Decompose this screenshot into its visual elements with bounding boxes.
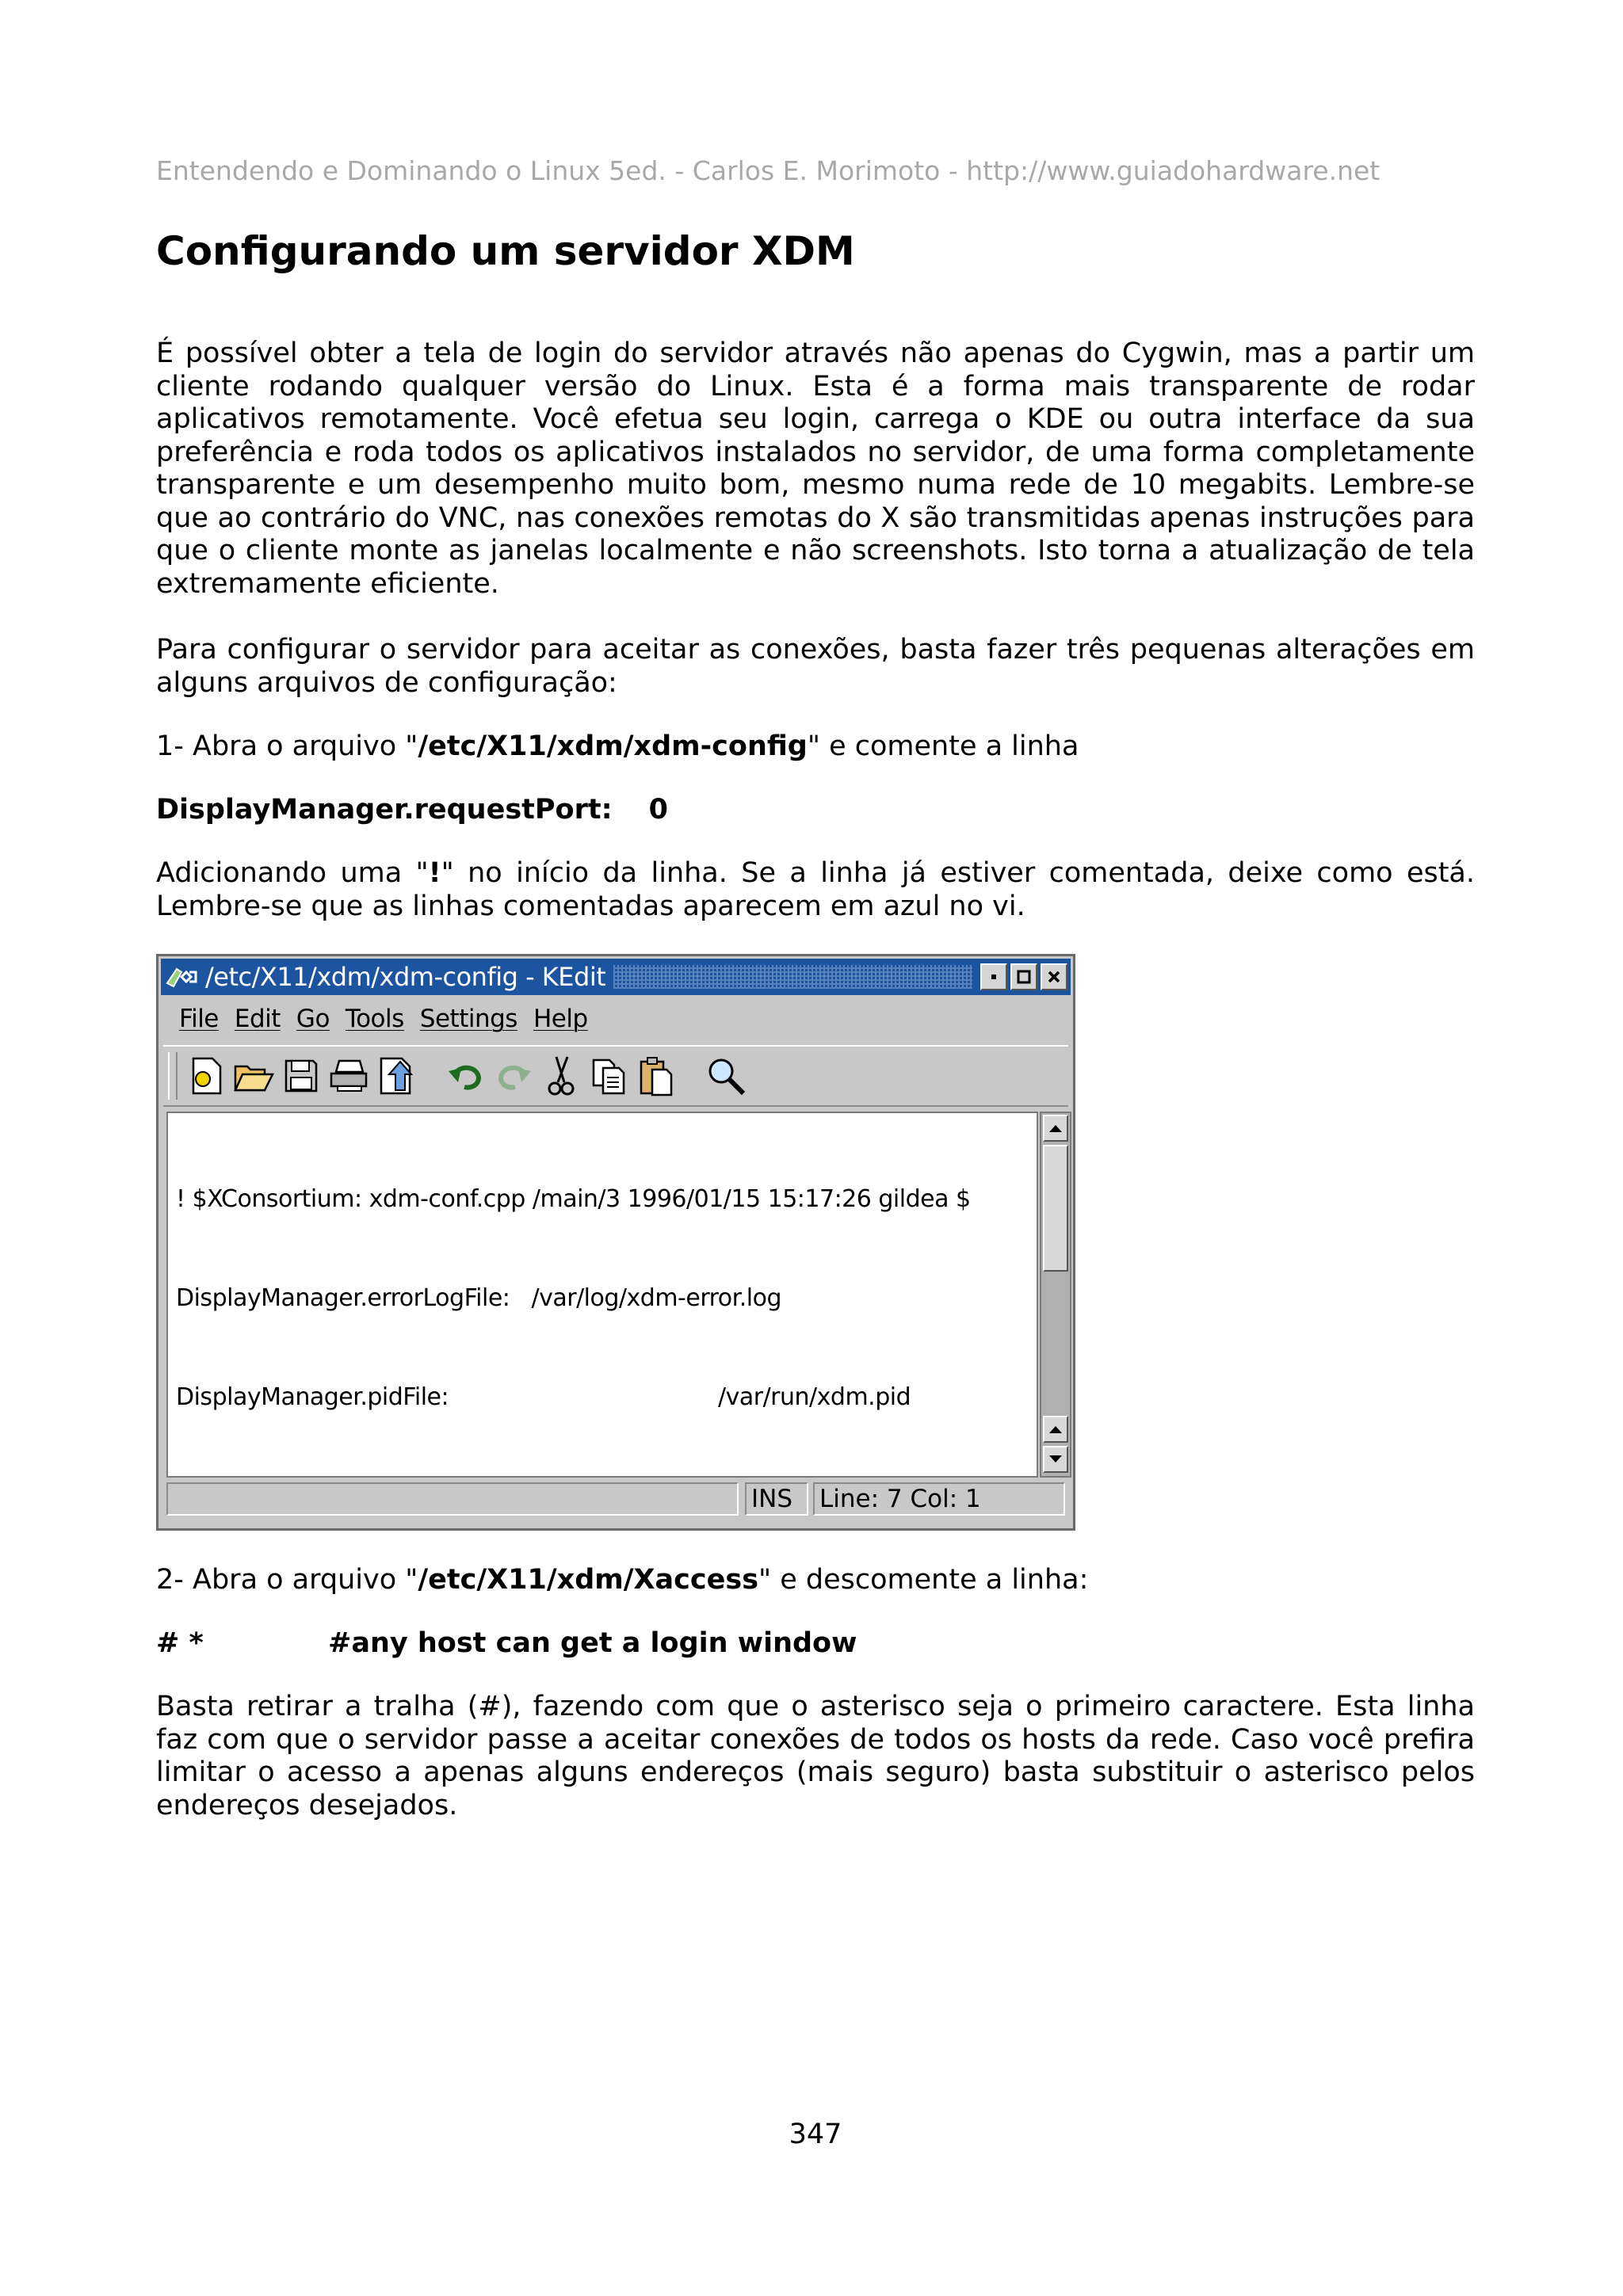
scroll-down-button[interactable]: [1043, 1446, 1068, 1473]
title-grip: [613, 965, 972, 989]
maximize-icon: [1017, 970, 1031, 984]
minimize-icon: [988, 971, 999, 982]
kedit-window: [156, 954, 1075, 1531]
arrow-up-icon: [1048, 1123, 1063, 1133]
requestport-key: DisplayManager.requestPort:: [156, 794, 613, 826]
open-file-button[interactable]: [233, 1052, 274, 1100]
p3-pre: Adicionando uma ": [156, 857, 429, 889]
scroll-up-button[interactable]: [1043, 1416, 1068, 1443]
menu-bar: [163, 999, 1068, 1039]
p3-post: " no início da linha. Se a linha já estiver comentada, deixe como está. Lembre-se que as linhas comentadas aparecem em azul no vi.: [156, 857, 1476, 922]
open-folder-icon: [233, 1057, 274, 1095]
code-line-2: DisplayManager.errorLogFile: /var/log/xdm-error.log: [176, 1283, 782, 1312]
code-line-3: DisplayManager.pidFile: /var/run/xdm.pid: [176, 1383, 911, 1412]
menu-tools[interactable]: Tools: [345, 1005, 404, 1033]
menu-file[interactable]: File: [179, 1005, 219, 1033]
status-cursor-position: Line: 7 Col: 1: [813, 1482, 1065, 1516]
menu-go[interactable]: Go: [296, 1005, 330, 1033]
requestport-value: 0: [648, 794, 668, 826]
step-1-prefix: 1- Abra o arquivo ": [156, 730, 418, 762]
toolbar-handle[interactable]: [168, 1052, 178, 1100]
undo-icon: [447, 1060, 485, 1092]
close-icon: [1047, 970, 1061, 984]
printer-icon: [328, 1058, 369, 1094]
step-1-suffix: " e comente a linha: [807, 730, 1079, 762]
step-2-path: /etc/X11/xdm/Xaccess: [418, 1564, 759, 1596]
copy-icon: [590, 1057, 627, 1095]
text-editor-area[interactable]: [166, 1112, 1038, 1478]
scissors-icon: [545, 1055, 577, 1097]
new-file-icon: [189, 1055, 223, 1097]
step-2-prefix: 2- Abra o arquivo ": [156, 1564, 418, 1596]
kedit-app-icon[interactable]: [166, 963, 197, 990]
paragraph-config: Para configurar o servidor para aceitar as conexões, basta fazer três pequenas alterações em alguns arquivos de configuração:: [156, 634, 1475, 699]
config-line-requestport: [156, 794, 668, 826]
paragraph-intro: É possível obter a tela de login do servidor através não apenas do Cygwin, mas a partir um cliente rodando qualquer versão do Linux. Esta é a forma mais transparente de rodar aplicativos remotamente. Você efetua seu login, carrega o KDE ou outra interface da sua preferência e roda todos os aplicativos instalados no servidor, de uma forma completamente transparente e um desempenho muito bom, mesmo numa rede de 10 megabits. Lembre-se que ao contrário do VNC, nas conexões remotas do X são transmitidas apenas instruções para que o cliente monte as janelas localmente e não screenshots. Isto torna a atualização de tela extremamente eficiente.: [156, 338, 1475, 600]
save-button[interactable]: [281, 1052, 322, 1100]
xaccess-key: # *: [156, 1627, 204, 1659]
save-disk-icon: [283, 1058, 319, 1094]
step-1-path: /etc/X11/xdm/xdm-config: [418, 730, 808, 762]
paste-button[interactable]: [636, 1052, 677, 1100]
scroll-up-top-button[interactable]: [1043, 1115, 1068, 1142]
magnifier-search-icon: [705, 1055, 747, 1097]
arrow-down-icon: [1048, 1455, 1063, 1464]
copy-button[interactable]: [588, 1052, 629, 1100]
status-message: [166, 1482, 739, 1516]
undo-button[interactable]: [445, 1052, 487, 1100]
minimize-button[interactable]: [980, 963, 1007, 990]
menu-help[interactable]: Help: [533, 1005, 588, 1033]
section-title: Configurando um servidor XDM: [156, 228, 855, 274]
window-title: /etc/X11/xdm/xdm-config - KEdit: [205, 962, 606, 992]
redo-icon: [495, 1060, 533, 1092]
title-bar[interactable]: [161, 959, 1071, 995]
scrollbar-thumb[interactable]: [1043, 1145, 1068, 1272]
vertical-scrollbar[interactable]: [1040, 1112, 1071, 1478]
page-number: 347: [789, 2119, 842, 2150]
new-file-button[interactable]: [185, 1052, 227, 1100]
status-bar: [166, 1482, 1065, 1517]
mail-button[interactable]: [376, 1052, 417, 1100]
running-header: Entendendo e Dominando o Linux 5ed. - Carlos E. Morimoto - http://www.guiadohardware.net: [156, 155, 1381, 186]
step-2: [156, 1564, 1088, 1596]
tool-bar: [163, 1045, 1068, 1107]
menu-settings[interactable]: Settings: [419, 1005, 517, 1033]
close-button[interactable]: [1041, 963, 1067, 990]
find-button[interactable]: [705, 1052, 747, 1100]
cut-button[interactable]: [540, 1052, 582, 1100]
paste-clipboard-icon: [638, 1055, 674, 1097]
paragraph-xaccess: Basta retirar a tralha (#), fazendo com que o asterisco seja o primeiro caractere. Esta linha faz com que o servidor passe a aceitar conexões de todos os hosts da rede. Caso você prefira limitar o acesso a apenas alguns endereços (mais seguro) basta substituir o asterisco pelos endereços desejados.: [156, 1691, 1475, 1821]
step-2-suffix: " e descomente a linha:: [758, 1564, 1089, 1596]
print-button[interactable]: [328, 1052, 369, 1100]
xaccess-comment: #any host can get a login window: [328, 1627, 857, 1659]
code-line-1: ! $XConsortium: xdm-conf.cpp /main/3 1996/01/15 15:17:26 gildea $: [176, 1184, 971, 1213]
menu-edit[interactable]: Edit: [234, 1005, 281, 1033]
paragraph-comment: [156, 857, 1475, 923]
redo-button[interactable]: [493, 1052, 534, 1100]
step-1: [156, 730, 1079, 762]
arrow-up-icon: [1048, 1425, 1063, 1434]
config-line-xaccess: [156, 1627, 857, 1659]
status-mode: INS: [745, 1482, 808, 1516]
p3-bang: !: [428, 857, 441, 889]
maximize-button[interactable]: [1010, 963, 1037, 990]
config-file-content: [176, 1116, 971, 1478]
send-document-icon: [378, 1055, 414, 1097]
